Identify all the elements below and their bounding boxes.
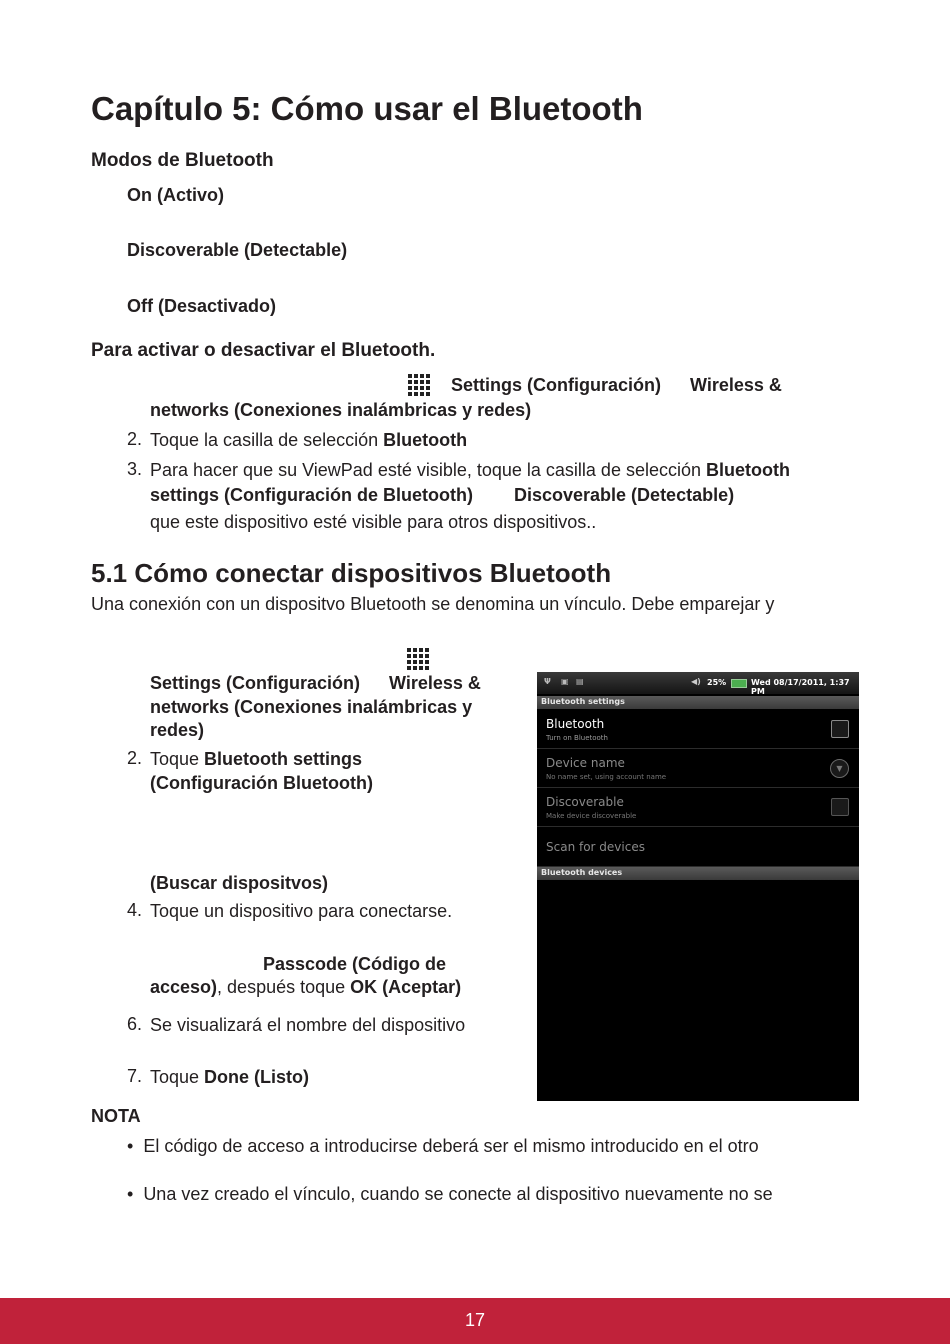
conn-step1-networks: networks (Conexiones inalámbricas y xyxy=(150,697,473,717)
note-item: • Una vez creado el vínculo, cuando se conecte al dispositivo nuevamente no se xyxy=(127,1184,773,1204)
page-number: 17 xyxy=(464,1310,486,1330)
bluetooth-checkbox[interactable] xyxy=(831,720,849,738)
discoverable-row[interactable] xyxy=(537,788,859,827)
mode-discoverable: Discoverable (Detectable) xyxy=(127,240,348,260)
conn-step6-number: 6. xyxy=(127,1014,143,1034)
conn-step7-text xyxy=(150,1066,309,1088)
conn-step1-settings: Settings (Configuración) xyxy=(150,673,360,693)
apps-grid-icon xyxy=(408,374,430,396)
conn-step5-label: , después toque xyxy=(217,977,351,997)
row-title: Device name xyxy=(546,756,625,770)
note-text: El código de acceso a introducirse deberá ser el mismo introducido en el otro xyxy=(143,1136,759,1156)
conn-step1-wireless: Wireless & xyxy=(389,673,481,693)
conn-step2-line2: (Configuración Bluetooth) xyxy=(150,773,373,793)
settings-header-text: Bluetooth settings xyxy=(541,697,625,706)
conn-step5-ok: OK (Aceptar) xyxy=(350,977,462,997)
bluetooth-toggle-row[interactable] xyxy=(537,710,859,749)
discoverable-checkbox[interactable] xyxy=(831,798,849,816)
toggle-heading: Para activar o desactivar el Bluetooth. xyxy=(91,340,436,361)
conn-step5-acceso: acceso) xyxy=(150,977,218,997)
conn-step1-redes: redes) xyxy=(150,720,205,740)
conn-step5-passcode: Passcode (Código de xyxy=(263,954,447,974)
android-icon: ▣ xyxy=(561,677,569,686)
usb-icon: Ψ xyxy=(544,677,551,686)
step3-line1 xyxy=(150,459,790,481)
row-subtitle: Turn on Bluetooth xyxy=(546,734,608,742)
step2-label: Toque la casilla de selección xyxy=(150,430,384,450)
conn-step4-number: 4. xyxy=(127,900,143,920)
chapter-title: Capítulo 5: Cómo usar el Bluetooth xyxy=(91,90,643,127)
battery-icon xyxy=(731,679,747,688)
conn-step2-line1 xyxy=(150,748,362,770)
section-intro: Una conexión con un dispositvo Bluetooth se denomina un vínculo. Debe emparejar y xyxy=(91,594,775,614)
sdcard-icon: ▤ xyxy=(576,677,584,686)
step3-number: 3. xyxy=(127,459,143,479)
note-item: • El código de acceso a introducirse deberá ser el mismo introducido en el otro xyxy=(127,1136,759,1156)
phone-screenshot xyxy=(537,672,859,1101)
mode-on: On (Activo) xyxy=(127,185,224,205)
row-subtitle: No name set, using account name xyxy=(546,773,667,781)
step2-text xyxy=(150,429,467,451)
conn-step4-text: Toque un dispositivo para conectarse. xyxy=(150,901,453,921)
scan-devices-row[interactable] xyxy=(537,827,859,867)
devices-header-text: Bluetooth devices xyxy=(541,868,623,877)
conn-step2-number: 2. xyxy=(127,748,143,768)
volume-icon: ◀) xyxy=(691,677,701,686)
note-heading: NOTA xyxy=(91,1106,141,1126)
conn-step2-bold: Bluetooth settings xyxy=(204,749,363,769)
conn-step7-bold: Done (Listo) xyxy=(204,1067,310,1087)
status-datetime: Wed 08/17/2011, 1:37 PM xyxy=(751,678,850,696)
step2-number: 2. xyxy=(127,429,143,449)
bluetooth-settings-header xyxy=(537,696,859,709)
status-bar xyxy=(537,672,859,694)
conn-step3-scan: (Buscar dispositvos) xyxy=(150,873,329,893)
bluetooth-devices-header xyxy=(537,867,859,880)
battery-percent: 25% xyxy=(707,678,727,687)
step1-networks: networks (Conexiones inalámbricas y redes) xyxy=(150,400,532,420)
modes-heading: Modos de Bluetooth xyxy=(91,150,274,171)
conn-step2-label: Toque xyxy=(150,749,205,769)
mode-off: Off (Desactivado) xyxy=(127,296,277,316)
step2-bold: Bluetooth xyxy=(383,430,468,450)
row-title: Bluetooth xyxy=(546,717,605,731)
conn-step5-line2 xyxy=(150,976,461,998)
conn-step7-label: Toque xyxy=(150,1067,205,1087)
apps-grid-icon-2 xyxy=(407,648,429,670)
conn-step7-number: 7. xyxy=(127,1066,143,1086)
section-title: 5.1 Cómo conectar dispositivos Bluetooth xyxy=(91,558,612,588)
conn-step6-text: Se visualizará el nombre del dispositivo xyxy=(150,1015,466,1035)
scan-devices-label: Scan for devices xyxy=(546,840,645,854)
page-footer xyxy=(0,1298,950,1344)
device-name-row[interactable] xyxy=(537,749,859,788)
step1-wireless: Wireless & xyxy=(690,375,782,395)
step3-line3: que este dispositivo esté visible para otros dispositivos.. xyxy=(150,512,597,532)
row-subtitle: Make device discoverable xyxy=(546,812,637,820)
step3-bold1: Bluetooth xyxy=(706,460,790,480)
note-text: Una vez creado el vínculo, cuando se conecte al dispositivo nuevamente no se xyxy=(143,1184,773,1204)
step3-label: Para hacer que su ViewPad esté visible, toque la casilla de selección xyxy=(150,460,706,480)
step3-discoverable: Discoverable (Detectable) xyxy=(514,485,735,505)
step3-bt-settings: settings (Configuración de Bluetooth) xyxy=(150,485,473,505)
row-title: Discoverable xyxy=(546,795,624,809)
chevron-down-icon[interactable]: ▼ xyxy=(830,759,849,778)
step1-settings: Settings (Configuración) xyxy=(451,375,661,395)
